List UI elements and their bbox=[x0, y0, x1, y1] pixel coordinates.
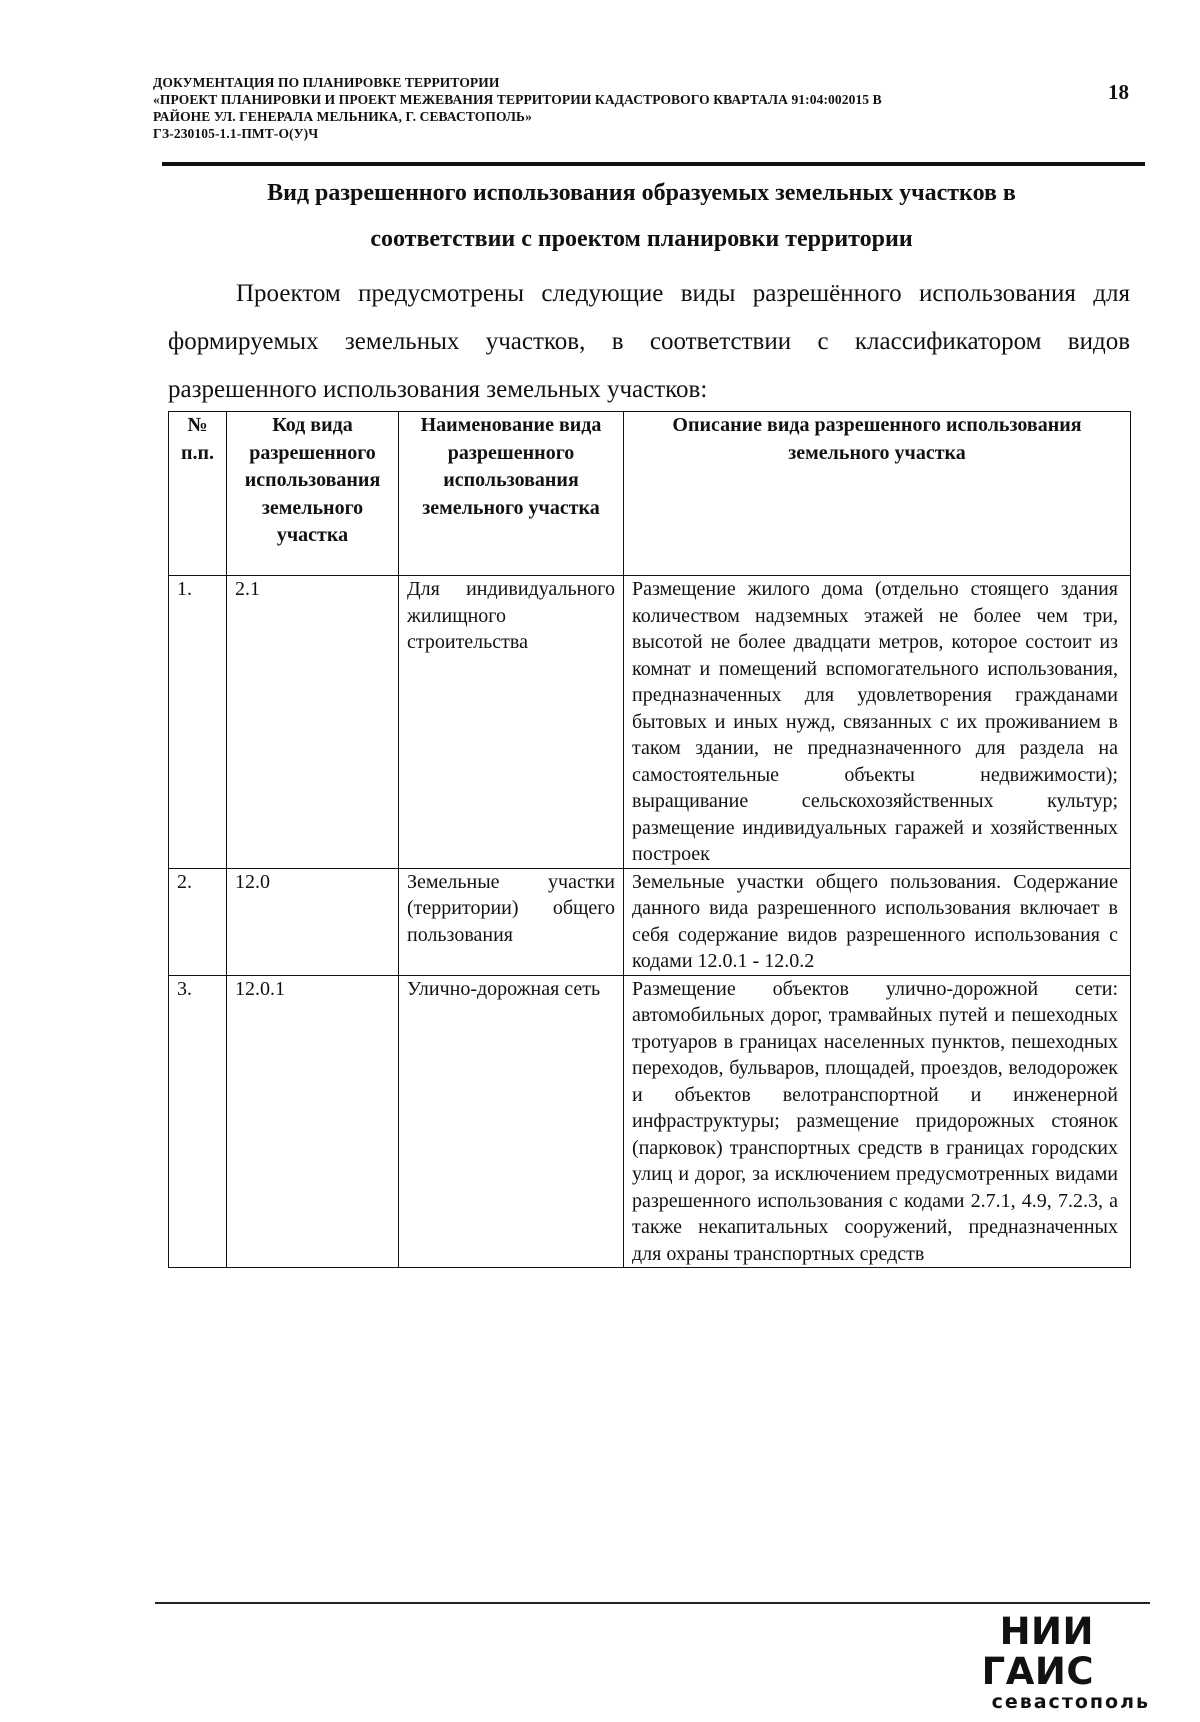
table-row bbox=[169, 868, 1131, 975]
document-header bbox=[153, 74, 1053, 142]
header-line-1: ДОКУМЕНТАЦИЯ ПО ПЛАНИРОВКЕ ТЕРРИТОРИИ bbox=[153, 75, 500, 90]
row-name: Земельные участки (территории) общего пользования bbox=[399, 868, 624, 975]
row-code: 2.1 bbox=[227, 576, 399, 869]
header-line-2: «ПРОЕКТ ПЛАНИРОВКИ И ПРОЕКТ МЕЖЕВАНИЯ ТЕРРИТОРИИ КАДАСТРОВОГО КВАРТАЛА 91:04:002015 В bbox=[153, 92, 882, 107]
table-row bbox=[169, 576, 1131, 869]
row-name: Улично-дорожная сеть bbox=[399, 975, 624, 1268]
table-row bbox=[169, 975, 1131, 1268]
row-number: 1. bbox=[169, 576, 227, 869]
header-number: № п.п. bbox=[169, 412, 227, 576]
row-number: 3. bbox=[169, 975, 227, 1268]
intro-paragraph: Проектом предусмотрены следующие виды разрешённого использования для формируемых земельных участков, в соответствии с классификатором видов разрешенного использования земельных участков: bbox=[168, 280, 1130, 403]
header-description: Описание вида разрешенного использования земельного участка bbox=[624, 412, 1131, 576]
header-name: Наименование вида разрешенного использования земельного участка bbox=[399, 412, 624, 576]
footer-divider bbox=[155, 1602, 1150, 1604]
row-name: Для индивидуального жилищного строительства bbox=[399, 576, 624, 869]
row-code: 12.0.1 bbox=[227, 975, 399, 1268]
table-header-row bbox=[169, 412, 1131, 576]
organization-logo bbox=[900, 1612, 1150, 1712]
header-line-3: РАЙОНЕ УЛ. ГЕНЕРАЛА МЕЛЬНИКА, Г. СЕВАСТОПОЛЬ» bbox=[153, 109, 532, 124]
header-code: Код вида разрешенного использования земельного участка bbox=[227, 412, 399, 576]
row-description: Земельные участки общего пользования. Содержание данного вида разрешенного использования включает в себя содержание видов разрешенного использования с кодами 12.0.1 - 12.0.2 bbox=[624, 868, 1131, 975]
page-number: 18 bbox=[1108, 80, 1129, 104]
row-description: Размещение объектов улично-дорожной сети: автомобильных дорог, трамвайных путей и пешеходных тротуаров в границах населенных пунктов, пешеходных переходов, бульваров, площадей, проездов, велодорожек и объектов велотранспортной и инженерной инфраструктуры; размещение придорожных стоянок (парковок) транспортных средств в границах городских улиц и дорог, за исключением предусмотренных видами разрешенного использования с кодами 2.7.1, 4.9, 7.2.3, а также некапитальных сооружений, предназначенных для охраны транспортных средств bbox=[624, 975, 1131, 1268]
section-title-line-1: Вид разрешенного использования образуемых земельных участков в bbox=[267, 180, 1016, 206]
section-title-line-2: соответствии с проектом планировки территории bbox=[370, 226, 913, 252]
row-code: 12.0 bbox=[227, 868, 399, 975]
logo-main-text: НИИ ГАИС bbox=[981, 1610, 1094, 1693]
row-number: 2. bbox=[169, 868, 227, 975]
header-document-code: ГЗ-230105-1.1-ПМТ-О(У)Ч bbox=[153, 126, 319, 141]
row-description: Размещение жилого дома (отдельно стоящего здания количеством надземных этажей не более чем три, высотой не более двадцати метров, которое состоит из комнат и помещений вспомогательного использования, предназначенных для удовлетворения гражданами бытовых и иных нужд, связанных с их проживанием в таком здании, не предназначенного для раздела на самостоятельные объекты недвижимости); выращивание сельскохозяйственных культур; размещение индивидуальных гаражей и хозяйственных построек bbox=[624, 576, 1131, 869]
header-divider bbox=[162, 162, 1145, 166]
land-use-table bbox=[168, 411, 1131, 1268]
logo-sub-text: севастополь bbox=[991, 1691, 1150, 1713]
